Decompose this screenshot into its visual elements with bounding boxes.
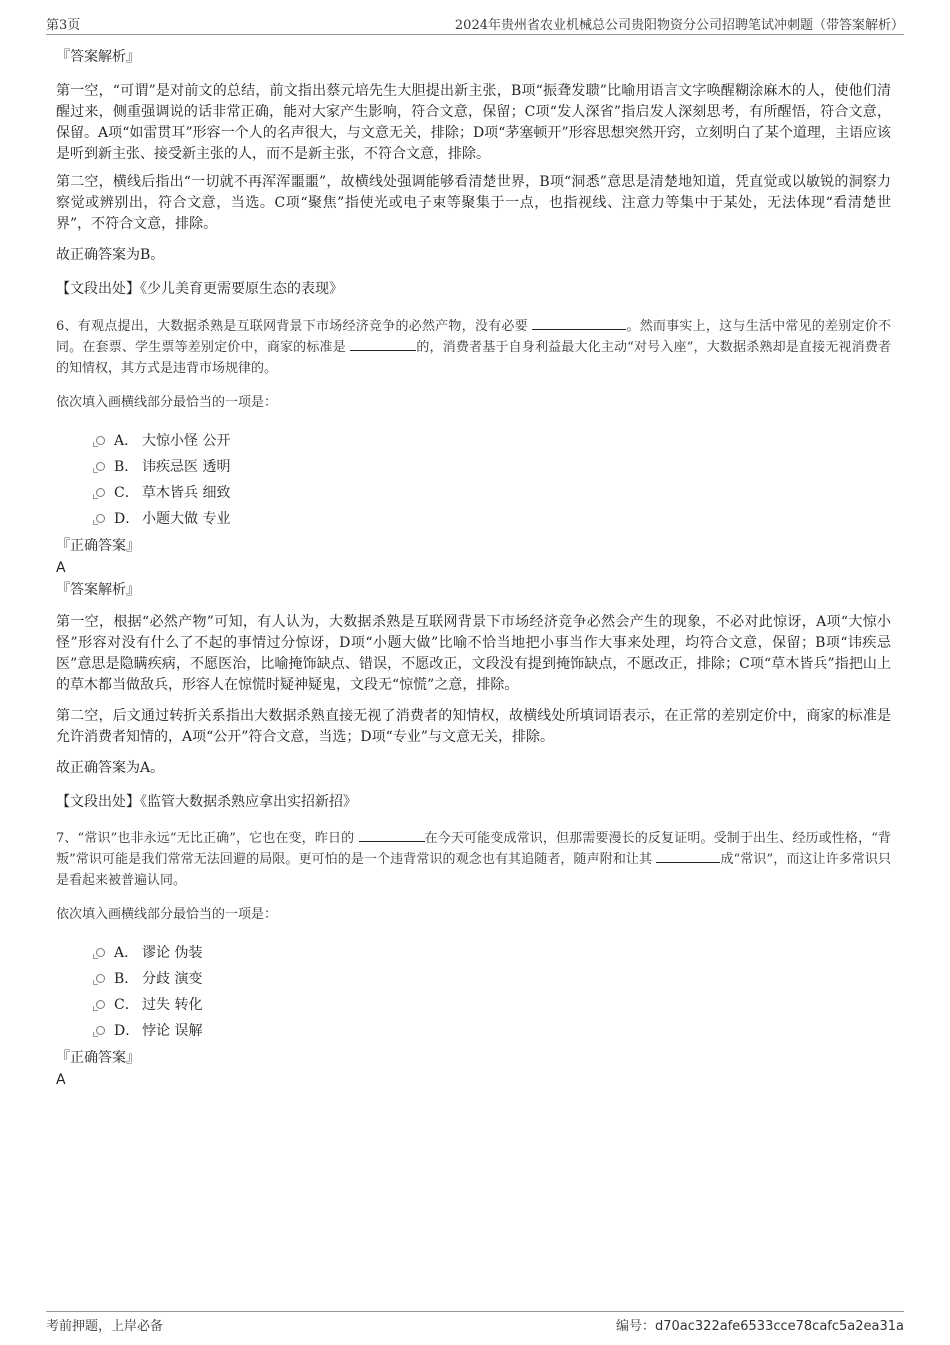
- document-code: [616, 1315, 904, 1334]
- q6-blank-1: [532, 317, 626, 330]
- q7-blank-1: [359, 829, 425, 842]
- q7-stem-part1: 7、“常识”也非永远“无比正确”，它也在变，昨日的: [56, 831, 359, 846]
- q7-option-b[interactable]: B． 分歧 演变: [56, 966, 891, 992]
- q6-stem-part2: 。然而事实上，这与生活中常见的差别定价不同。在套票、学生票等差别定价中，商家的标准是: [56, 319, 891, 355]
- document-code-label: 编号：: [615, 1319, 655, 1334]
- q7-option-c[interactable]: C． 过失 转化: [56, 992, 891, 1018]
- document-code-value: d70ac322afe6533cce78cafc5a2ea31a: [655, 1319, 904, 1334]
- q6-option-b[interactable]: B． 讳疾忌医 透明: [56, 454, 891, 480]
- q6-analysis-label: 『答案解析』: [56, 582, 140, 598]
- q6-option-d[interactable]: D． 小题大做 专业: [56, 506, 891, 532]
- q7-option-d[interactable]: D． 悖论 误解: [56, 1018, 891, 1044]
- q7-stem-part2: 在今天可能变成常识，但那需要漫长的反复证明。受制于出生、经历或性格，“背叛”常识可能是我们常常无法回避的局限。更可怕的是一个违背常识的观念也有其追随者，随声附和让其: [56, 831, 891, 867]
- q5-analysis: [56, 47, 891, 300]
- document-title: 2024年贵州省农业机械总公司贵阳物资分公司招聘笔试冲刺题（带答案解析）: [454, 18, 904, 33]
- q6-correct-label: 『正确答案』: [56, 538, 140, 554]
- radio-icon[interactable]: [96, 462, 105, 471]
- question-7: [56, 828, 891, 1089]
- q7-options: [56, 940, 891, 1044]
- q5-analysis-p2: 第二空，横线后指出“一切就不再浑浑噩噩”，故横线处强调能够看清楚世界，B项“洞悉”意思是清楚地知道，凭直觉或以敏锐的洞察力察觉或辨别出，符合文意，当选。C项“聚焦”指使光或电子束等聚集于一点，也指视线、注意力等集中于某处，无法体现“看清楚世界”，不符合文意，排除。: [56, 174, 891, 232]
- q6-stem: [56, 316, 891, 379]
- q6-correct-answer: A: [56, 560, 66, 576]
- page-header: [46, 14, 904, 35]
- radio-icon[interactable]: [96, 514, 105, 523]
- q7-correct-label: 『正确答案』: [56, 1050, 140, 1066]
- radio-icon[interactable]: [96, 436, 105, 445]
- q7-option-a[interactable]: A． 谬论 伪装: [56, 940, 891, 966]
- q7-blank-2: [656, 850, 720, 863]
- radio-icon[interactable]: [96, 1026, 105, 1035]
- q6-options: [56, 428, 891, 532]
- q6-option-a[interactable]: A． 大惊小怪 公开: [56, 428, 891, 454]
- q7-correct-answer: A: [56, 1072, 66, 1088]
- radio-icon[interactable]: [96, 488, 105, 497]
- q5-analysis-p1: 第一空，“可谓”是对前文的总结，前文指出蔡元培先生大胆提出新主张，B项“振聋发聩”比喻用语言文字唤醒糊涂麻木的人，使他们清醒过来，侧重强调说的话非常正确，能对大家产生影响，符合文意，保留；C项“发人深省”指启发人深刻思考，有所醒悟，符合文意，保留。A项“如雷贯耳”形容一个人的名声很大，与文意无关，排除；D项“茅塞顿开”形容思想突然开窍，立刻明白了某个道理，主语应该是听到新主张、接受新主张的人，而不是新主张，不符合文意，排除。: [56, 83, 891, 162]
- q5-analysis-label: 『答案解析』: [56, 49, 140, 65]
- footer-slogan: 考前押题，上岸必备: [46, 1319, 164, 1334]
- q6-conclusion: 故正确答案为A。: [56, 760, 165, 776]
- q6-stem-part3: 的，消费者基于自身利益最大化主动“对号入座”，大数据杀熟却是直接无视消费者的知情权，其方式是违背市场规律的。: [56, 340, 891, 376]
- page-number: 第3页: [46, 18, 81, 33]
- page-footer: [46, 1311, 904, 1334]
- q5-source: 【文段出处】《少儿美育更需要原生态的表现》: [56, 281, 343, 297]
- q7-stem-part3: 成“常识”，而这让许多常识只是看起来被普遍认同。: [56, 852, 891, 888]
- q6-source: 【文段出处】《监管大数据杀熟应拿出实招新招》: [56, 794, 357, 810]
- q6-option-c[interactable]: C． 草木皆兵 细致: [56, 480, 891, 506]
- page-content: [56, 40, 891, 1089]
- radio-icon[interactable]: [96, 1000, 105, 1009]
- q6-stem-part1: 6、有观点提出，大数据杀熟是互联网背景下市场经济竞争的必然产物，没有必要: [56, 319, 533, 334]
- q7-stem: [56, 828, 891, 891]
- q6-prompt: 依次填入画横线部分最恰当的一项是：: [56, 395, 278, 410]
- radio-icon[interactable]: [96, 974, 105, 983]
- question-6: [56, 316, 891, 813]
- q5-conclusion: 故正确答案为B。: [56, 247, 165, 263]
- q7-prompt: 依次填入画横线部分最恰当的一项是：: [56, 907, 278, 922]
- radio-icon[interactable]: [96, 948, 105, 957]
- q6-analysis-p2: 第二空，后文通过转折关系指出大数据杀熟直接无视了消费者的知情权，故横线处所填词语表示，在正常的差别定价中，商家的标准是允许消费者知情的，A项“公开”符合文意，当选；D项“专业”与文意无关，排除。: [56, 708, 891, 745]
- q6-blank-2: [350, 338, 416, 351]
- q6-analysis-p1: 第一空，根据“必然产物”可知，有人认为，大数据杀熟是互联网背景下市场经济竞争必然会产生的现象，不必对此惊讶，A项“大惊小怪”形容对没有什么了不起的事情过分惊讶，D项“小题大做”比喻不恰当地把小事当作大事来处理，均符合文意，保留；B项“讳疾忌医”意思是隐瞒疾病，不愿医治，比喻掩饰缺点、错误，不愿改正，文段没有提到掩饰缺点，不愿改正，排除；C项“草木皆兵”指把山上的草木都当做敌兵，形容人在惊慌时疑神疑鬼，文段无“惊慌”之意，排除。: [56, 614, 891, 693]
